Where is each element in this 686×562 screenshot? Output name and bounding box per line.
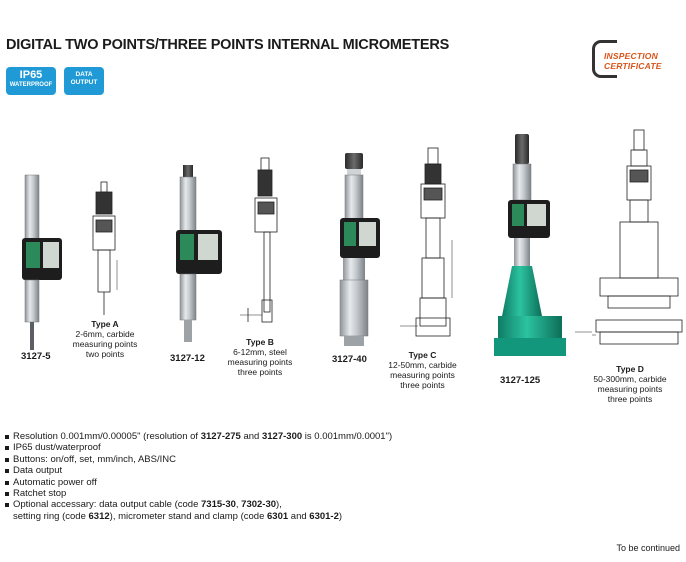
micrometer-illustrations [0, 120, 686, 420]
data-output-badge [64, 67, 104, 95]
spec-data-output: Data output [4, 465, 392, 476]
type-a-name: Type A [91, 319, 119, 329]
type-b-line-3: three points [237, 367, 283, 377]
product-code-3127-125: 3127-125 [500, 375, 541, 386]
type-c-line-1: 12-50mm, carbide [388, 360, 457, 370]
ip65-badge [6, 67, 56, 95]
micrometer-3127-5-photo [22, 175, 62, 350]
ip65-badge-main: IP65 [19, 69, 43, 81]
type-b-caption [225, 337, 295, 377]
spec-ip65: IP65 dust/waterproof [4, 442, 392, 453]
certificate-line-1: INSPECTION [604, 51, 658, 61]
type-b-drawing [240, 158, 277, 322]
inspection-certificate-logo [592, 40, 684, 78]
features-list [4, 431, 392, 522]
type-b-name: Type B [246, 337, 274, 347]
page-title: DIGITAL TWO POINTS/THREE POINTS INTERNAL MICROMETERS [6, 37, 450, 53]
type-b-line-1: 6-12mm, steel [233, 347, 287, 357]
data-badge-line-1: DATA [75, 71, 93, 78]
micrometer-3127-125-photo [494, 134, 566, 356]
micrometer-3127-12-photo [176, 165, 222, 342]
type-c-caption [385, 350, 460, 390]
type-a-line-2: measuring points [72, 339, 138, 349]
type-b-line-2: measuring points [227, 357, 293, 367]
type-d-line-1: 50-300mm, carbide [593, 374, 667, 384]
product-code-3127-12: 3127-12 [170, 353, 205, 364]
type-a-line-1: 2-6mm, carbide [75, 329, 135, 339]
spec-ratchet-stop: Ratchet stop [4, 488, 392, 499]
to-be-continued-note: To be continued [616, 543, 680, 553]
type-d-drawing [575, 130, 682, 344]
type-a-caption [70, 319, 140, 359]
type-c-line-2: measuring points [390, 370, 455, 380]
spec-buttons: Buttons: on/off, set, mm/inch, ABS/INC [4, 454, 392, 465]
type-d-line-3: three points [607, 394, 653, 404]
type-d-line-2: measuring points [597, 384, 663, 394]
product-code-3127-5: 3127-5 [21, 351, 51, 362]
micrometer-3127-40-photo [340, 153, 380, 346]
type-c-name: Type C [408, 350, 437, 360]
spec-resolution: Resolution 0.001mm/0.00005" (resolution of 3127-275 and 3127-300 is 0.001mm/0.0001") [4, 431, 392, 442]
certificate-line-2: CERTIFICATE [604, 61, 662, 71]
type-c-line-3: three points [400, 380, 445, 390]
spec-optional-accessary-cont: setting ring (code 6312), micrometer stand and clamp (code 6301 and 6301-2) [13, 510, 343, 522]
product-code-3127-40: 3127-40 [332, 354, 367, 365]
ip65-badge-sub: WATERPROOF [9, 82, 53, 88]
spec-auto-power-off: Automatic power off [4, 477, 392, 488]
type-a-drawing [93, 182, 117, 315]
data-badge-line-2: OUTPUT [70, 79, 98, 86]
type-c-drawing [400, 148, 452, 336]
type-d-name: Type D [616, 364, 644, 374]
spec-optional-accessary: Optional accessary: data output cable (code 7315-30, 7302-30), [4, 499, 392, 510]
type-a-line-3: two points [85, 349, 125, 359]
type-d-caption [590, 364, 670, 404]
